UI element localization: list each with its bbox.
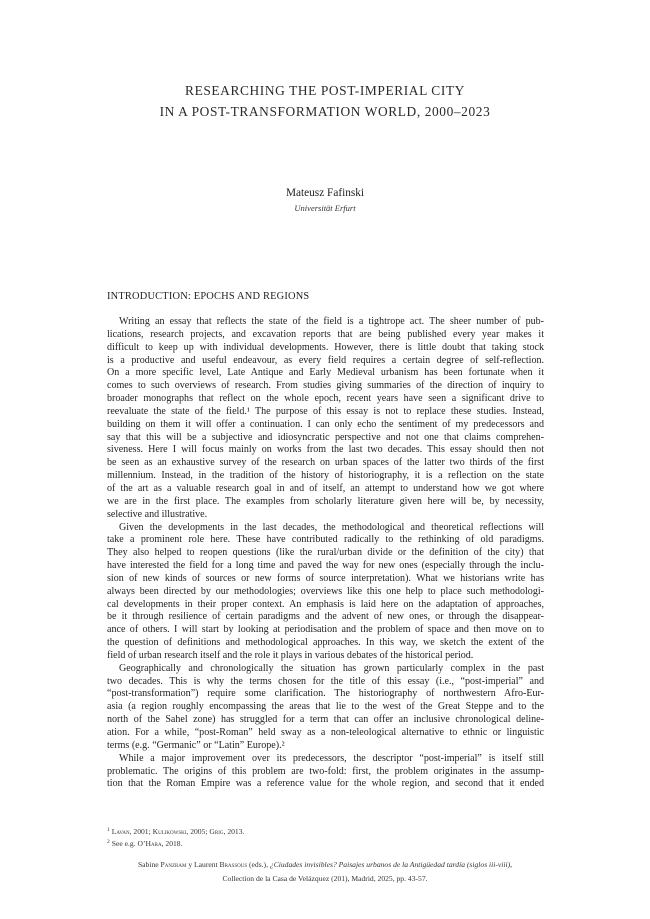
title-line-1: RESEARCHING THE POST-IMPERIAL CITY bbox=[185, 83, 465, 98]
fn1-author-2: Kulikowski bbox=[152, 827, 187, 836]
body-line: difficult to keep up with individual developments. However, there is little doubt that taking stock bbox=[107, 341, 544, 353]
title-line-2: IN A POST-TRANSFORMATION WORLD, 2000–2023 bbox=[159, 104, 491, 119]
footnote-2-mark: 2 bbox=[107, 839, 110, 845]
source-editor-2-first: y Laurent bbox=[186, 860, 220, 869]
footnotes bbox=[107, 824, 244, 848]
body-line: north of the Sahel zone) has struggled for a term that can offer an inclusive chronological deline- bbox=[107, 714, 544, 726]
body-line: Given the developments in the last decades, the methodological and theoretical reflections will bbox=[119, 521, 544, 533]
fn1-year-2: , 2005; bbox=[186, 827, 210, 836]
fn1-author-3: Grig bbox=[209, 827, 224, 836]
body-line: the question of definitions and methodological approaches. In this way, we sketch the extent of the bbox=[107, 637, 544, 649]
body-line: say that this will be a subjective and idiosyncratic perspective and not one that claims comprehen- bbox=[107, 431, 544, 443]
body-line: comes to such overviews of research. From studies giving summaries of the direction of inquiry to bbox=[107, 380, 544, 392]
footnote-1-mark: 1 bbox=[107, 827, 110, 833]
body-line: While a major improvement over its predecessors, the descriptor “post-imperial” is itself still bbox=[119, 752, 544, 764]
body-line: be seen as an exhaustive survey of the research on urban spaces of the latter two thirds of the first bbox=[107, 457, 544, 469]
body-line: of the art as a valuable research goal in and of itself, an attempt to understand how we got where bbox=[107, 482, 544, 494]
body-line: Writing an essay that reflects the state of the field is a tightrope act. The sheer number of pub- bbox=[119, 316, 544, 327]
fn2-author: Hara bbox=[145, 839, 162, 848]
fn2-text: See e.g. O’ bbox=[111, 839, 146, 848]
body-line: They also helped to reopen questions (like the rural/urban divide or the definition of the city) that bbox=[107, 547, 544, 559]
body-line: siveness. Here I will focus mainly on works from the last two decades. This essay should then not bbox=[107, 444, 544, 456]
body-line: two decades. This is why the terms chosen for the title of this essay (i.e., “post-imperial” and bbox=[107, 675, 544, 687]
body-line: lications, research projects, and excavation reports that are being published every year makes it bbox=[107, 328, 544, 340]
fn1-year-3: , 2013. bbox=[223, 827, 245, 836]
source-eds: (eds.), bbox=[247, 860, 270, 869]
body-line: take a prominent role here. These have contributed radically to the rethinking of old paradigms. bbox=[107, 534, 544, 546]
body-line: tion that the Roman Empire was a reference value for the whole region, and second that it ended bbox=[107, 778, 544, 790]
body-line: be it through resilience of certain paradigms and the advent of new ones, or through the disappear- bbox=[107, 611, 544, 623]
body-line: “post-transformation”) require some clarification. The historiography of northwestern Afro-Eur- bbox=[107, 688, 544, 700]
body-line: always been directed by our methodologies; overviews like this one help to place such methodologi- bbox=[107, 585, 544, 597]
article-title bbox=[0, 80, 650, 122]
body-line: reevaluate the state of the field.¹ The purpose of this essay is not to replace these studies. Instead, bbox=[107, 405, 544, 417]
fn1-author-1: Lavan bbox=[111, 827, 130, 836]
body-line: terms (e.g. “Germanic” or “Latin” Europe).² bbox=[107, 739, 285, 751]
body-line: sion of new kinds of sources or new forms of source interpretation). What we historians write has bbox=[107, 572, 544, 584]
body-line: problematic. The origins of this problem are two-fold: first, the problem originates in the assump- bbox=[107, 765, 544, 777]
body-line: is a productive and useful endeavour, as every field requires a certain degree of self-reflection. bbox=[107, 354, 544, 366]
footnote-1 bbox=[107, 824, 244, 836]
fn1-year-1: , 2001; bbox=[129, 827, 153, 836]
body-line: selective and illustrative. bbox=[107, 508, 208, 520]
source-editor-2-last: Brassous bbox=[219, 860, 248, 869]
fn2-year: , 2018. bbox=[161, 839, 183, 848]
body-line: On a more specific level, Late Antique and Early Medieval urbanism has been fortunate when it bbox=[107, 367, 544, 379]
section-heading: INTRODUCTION: EPOCHS AND REGIONS bbox=[107, 291, 310, 302]
source-comma: , bbox=[510, 860, 513, 869]
body-line: field of urban research itself and the role it plays in various debates of the historical period. bbox=[107, 649, 474, 661]
source-citation bbox=[0, 858, 650, 886]
footnote-2 bbox=[107, 836, 244, 848]
body-line: we are in the first place. The examples from scholarly literature given here will be, by necessity, bbox=[107, 495, 544, 507]
source-editor-1-last: Panzram bbox=[160, 860, 187, 869]
body-text bbox=[107, 316, 544, 791]
author-affiliation: Universität Erfurt bbox=[294, 203, 356, 213]
body-line: ance of others. I will start by looking at periodisation and the problem of space and then move on to bbox=[107, 624, 544, 636]
body-line: Geographically and chronologically the situation has grown particularly complex in the past bbox=[119, 662, 544, 674]
body-line: asia (a region roughly encompassing the areas that lie to the west of the Great Steppe and to the bbox=[107, 701, 544, 713]
body-line: building on them it will offer a continuation. I can only echo the sentiment of my predecessors and bbox=[107, 418, 544, 430]
author-name: Mateusz Fafinski bbox=[285, 187, 365, 199]
body-line: cal developments in their proper context. An emphasis is laid here on the adaptation of approaches, bbox=[107, 598, 544, 610]
body-line: have interested the field for a long time and paved the way for new ones (especially through the inclu- bbox=[107, 560, 544, 572]
body-line: broader monographs that reflect on the whole epoch, recent years have seen a significant drive to bbox=[107, 393, 544, 405]
source-book-title: ¿Ciudades invisibles? Paisajes urbanos de la Antigüedad tardía (siglos iii-viii) bbox=[269, 860, 511, 869]
body-line: millennium. Instead, in the tradition of the history of historiography, it is a reflection on the state bbox=[107, 470, 544, 482]
body-line: ation. For a while, “post-Roman” held sway as a non-teleological alternative to ethnic or linguistic bbox=[107, 727, 544, 738]
source-editor-1-first: Sabine bbox=[137, 860, 161, 869]
source-line-2: Collection de la Casa de Velázquez (201), Madrid, 2025, pp. 43-57. bbox=[222, 874, 428, 883]
source-line-1 bbox=[0, 858, 650, 872]
